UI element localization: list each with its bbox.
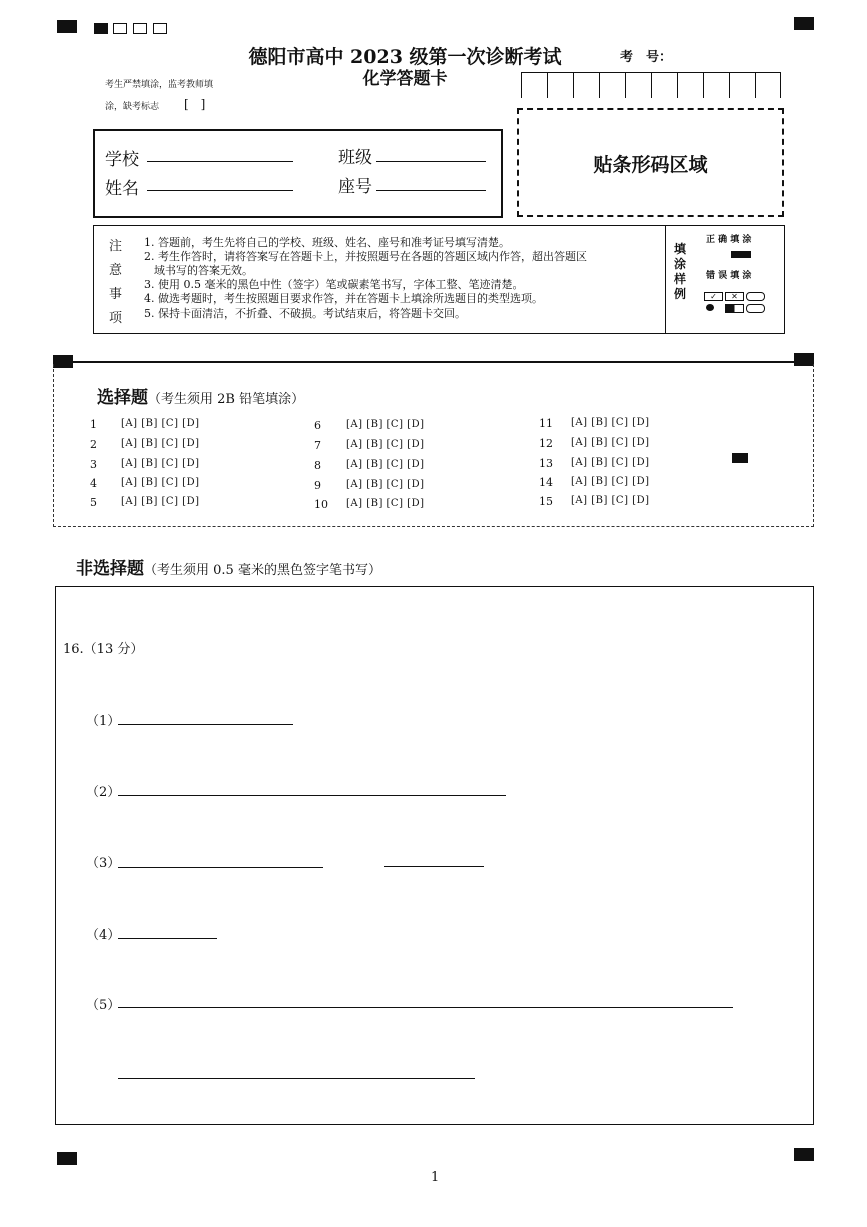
answer-options[interactable]: [A] [B] [C] [D] [346,419,425,430]
question-number: 7 [314,439,321,452]
question-number: 5 [90,496,97,509]
answer-options[interactable]: [A] [B] [C] [D] [346,459,425,470]
timing-mark-empty [113,23,127,34]
class-label: 班级 [338,148,372,168]
cross-mark-icon: ✕ [725,292,744,301]
nonchoice-title-text: 非选择题 [76,559,144,579]
timing-mark-empty [133,23,147,34]
part-3-answer-line-a[interactable] [118,867,323,868]
correct-fill-sample [731,251,751,258]
fill-example-char: 样 [674,272,687,286]
exam-number-label: 考 号： [620,50,673,65]
timing-mark-bottom-left [57,1152,77,1165]
notice-line-5: 4. 做选考题时，考生按照题目要求作答，并在答题卡上填涂所选题目的类型选项。 [144,292,543,305]
notice-line-3: 域书写的答案无效。 [154,264,253,277]
answer-options[interactable]: [A] [B] [C] [D] [346,479,425,490]
fill-example-label [674,242,688,302]
fill-example-char: 填 [674,242,687,256]
fill-example-char: 涂 [674,257,687,271]
timing-mark-bottom-right [794,1148,814,1161]
choice-subtitle: （考生须用 2B 铅笔填涂） [148,392,305,407]
name-label: 姓名 [105,179,139,199]
question-number: 8 [314,459,321,472]
part-5-answer-line-b[interactable] [118,1078,475,1079]
question-number: 4 [90,477,97,490]
exam-number-grid[interactable] [521,72,781,98]
class-field[interactable] [376,161,486,162]
name-field[interactable] [147,190,293,191]
notice-char: 注 [109,239,123,254]
question-number: 10 [314,498,328,511]
part-3-label: （3） [86,856,121,871]
notice-char: 事 [109,287,123,302]
school-field[interactable] [147,161,293,162]
wrong-fill-samples [704,292,766,314]
notice-divider [665,226,666,333]
part-2-answer-line[interactable] [118,795,506,796]
seat-label: 座号 [338,177,372,197]
question-number: 2 [90,438,97,451]
question-number: 12 [539,437,553,450]
part-1-label: （1） [86,714,121,729]
notice-box [93,225,785,334]
question-number: 13 [539,457,553,470]
correct-fill-label: 正 确 填 涂 [706,235,752,245]
timing-mark-top-right [794,17,814,30]
answer-options[interactable]: [A] [B] [C] [D] [121,458,200,469]
absent-note: 考生严禁填涂，监考教师填 [105,80,214,90]
school-label: 学校 [105,150,139,170]
answer-options[interactable]: [A] [B] [C] [D] [571,495,650,506]
fill-example-char: 例 [674,287,687,301]
question-number: 15 [539,495,553,508]
part-4-label: （4） [86,928,121,943]
half-fill-mark-icon [725,304,744,313]
question-number: 11 [539,417,553,430]
answer-options[interactable]: [A] [B] [C] [D] [121,496,200,507]
answer-options[interactable]: [A] [B] [C] [D] [346,498,425,509]
oval-mark-icon [746,304,765,313]
nonchoice-subtitle: （考生须用 0.5 毫米的黑色签字笔书写） [144,563,381,578]
barcode-area [517,108,784,217]
answer-area-16 [55,586,814,1125]
absent-checkbox[interactable]: [ ] [184,97,206,111]
choice-title [97,383,304,408]
part-5-label: （5） [86,998,121,1013]
timing-mark-top-left [57,20,77,33]
seat-field[interactable] [376,190,486,191]
barcode-area-label: 贴条形码区域 [593,154,708,176]
question-16-label: 16.（13 分） [63,642,144,657]
question-number: 6 [314,419,321,432]
part-3-answer-line-b[interactable] [384,866,484,867]
question-number: 3 [90,458,97,471]
timing-mark-filled [94,23,108,34]
answer-options[interactable]: [A] [B] [C] [D] [571,457,650,468]
answer-options[interactable]: [A] [B] [C] [D] [121,418,200,429]
question-number: 9 [314,479,321,492]
answer-options[interactable]: [A] [B] [C] [D] [346,439,425,450]
part-1-answer-line[interactable] [118,724,293,725]
wrong-fill-label: 错 误 填 涂 [706,271,752,281]
page-number: 1 [431,1170,440,1185]
choice-title-text: 选择题 [97,388,148,408]
answer-options[interactable]: [A] [B] [C] [D] [571,437,650,448]
answer-options[interactable]: [A] [B] [C] [D] [571,476,650,487]
notice-char: 项 [109,311,123,326]
notice-char: 意 [109,263,123,278]
answer-options[interactable]: [A] [B] [C] [D] [571,417,650,428]
section-rule [53,361,814,363]
student-info-box [93,129,503,218]
absent-note-2: 涂，缺考标志 [105,102,160,112]
question-number: 14 [539,476,553,489]
circle-mark-icon [746,292,765,301]
answer-options[interactable]: [A] [B] [C] [D] [121,438,200,449]
page-title: 德阳市高中 2023 级第一次诊断考试 [248,46,562,68]
answer-options[interactable]: [A] [B] [C] [D] [121,477,200,488]
question-number: 1 [90,418,97,431]
nonchoice-title [76,554,381,579]
notice-line-2: 2. 考生作答时，请将答案写在答题卡上，并按照题号在各题的答题区域内作答，超出答题区 [144,250,587,263]
notice-line-1: 1. 答题前，考生先将自己的学校、班级、姓名、座号和准考证号填写清楚。 [144,236,510,249]
notice-line-6: 5. 保持卡面清洁，不折叠、不破损。考试结束后，将答题卡交回。 [144,307,466,320]
dot-mark-icon [706,304,714,311]
notice-side-label [109,235,123,331]
timing-mark-empty [153,23,167,34]
page-subtitle: 化学答题卡 [362,69,448,89]
part-2-label: （2） [86,785,121,800]
notice-line-4: 3. 使用 0.5 毫米的黑色中性（签字）笔或碳素笔书写，字体工整、笔迹清楚。 [144,278,524,291]
check-mark-icon: ✓ [704,292,723,301]
timing-mark-choice-row [732,453,748,463]
part-5-answer-line-a[interactable] [118,1007,733,1008]
part-4-answer-line[interactable] [118,938,217,939]
